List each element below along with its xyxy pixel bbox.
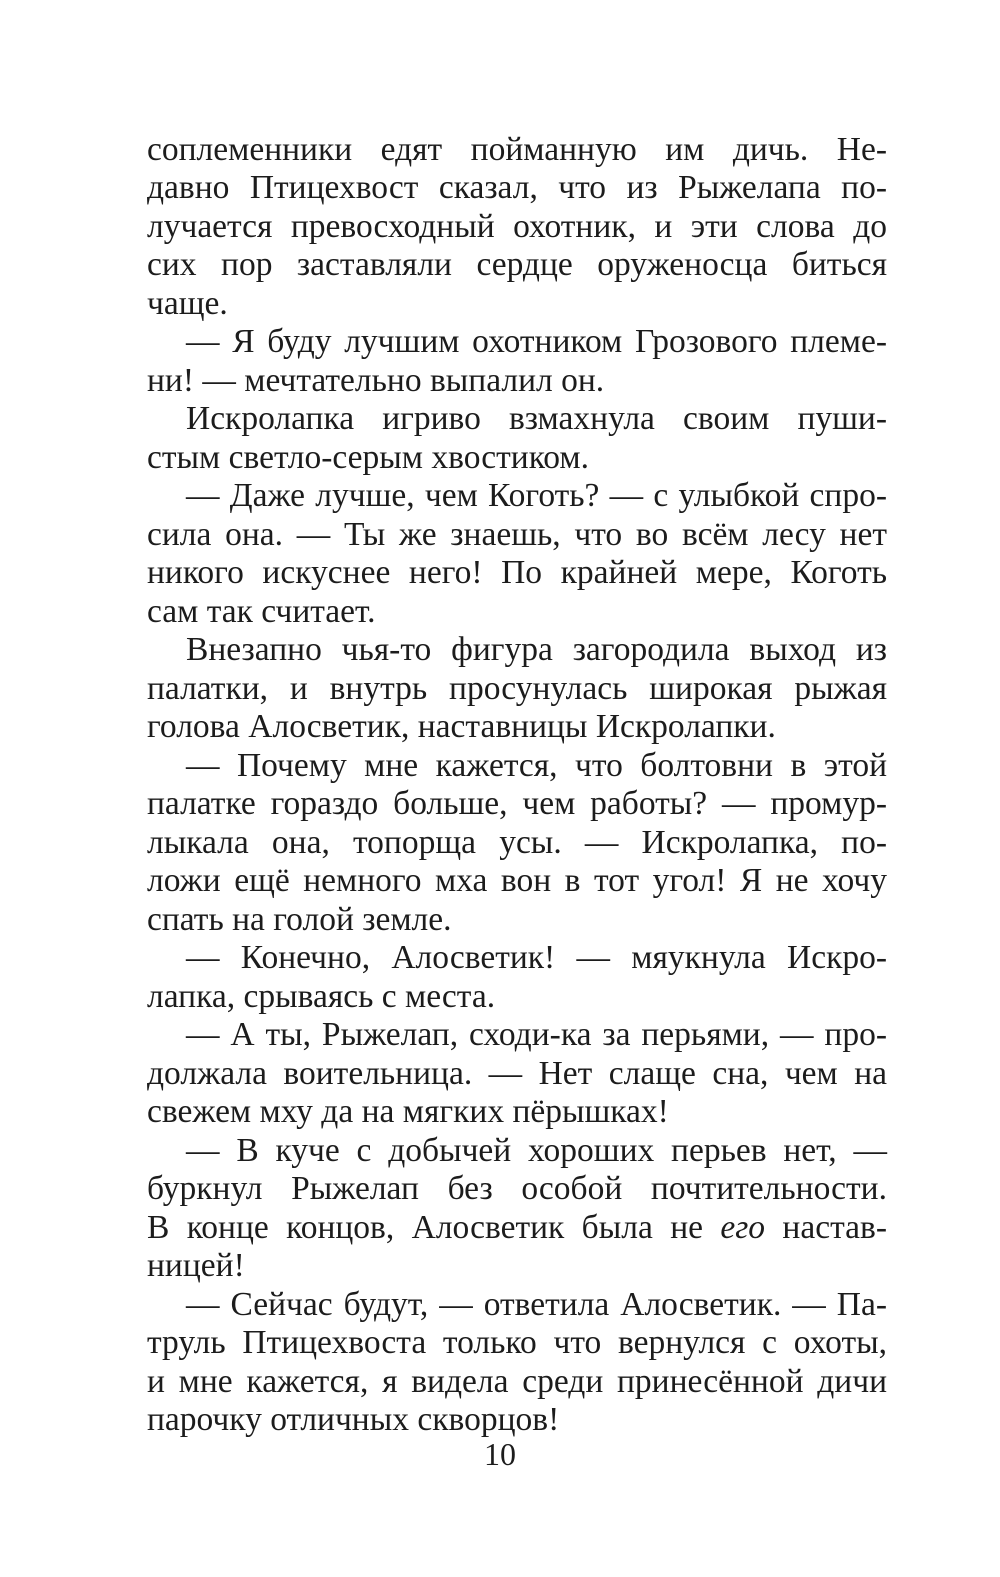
emphasis-word: его [720,1209,766,1246]
text-line: лыкала она, топорща усы. — Искролапка, по- [147,824,887,861]
text-line: — Почему мне кажется, что болтовни в этой [186,747,887,784]
text-line: стым светло-серым хвостиком. [147,439,589,476]
text-line: парочку отличных скворцов! [147,1401,560,1438]
text-line: — В куче с добычей хороших перьев нет, — [186,1132,887,1169]
text-line: палатке гораздо больше, чем работы? — промур- [147,785,887,822]
text-line: сила она. — Ты же знаешь, что во всём лесу нет [147,516,887,553]
text-line: ложи ещё немного мха вон в тот угол! Я не хочу [147,862,887,899]
text-line: ни! — мечтательно выпалил он. [147,362,605,399]
text-line: — Сейчас будут, — ответила Алосветик. — Па- [186,1286,887,1323]
text-line: Внезапно чья-то фигура загородила выход из [186,631,887,668]
text-line: — Я буду лучшим охотником Грозового племе- [186,323,887,360]
text-line: спать на голой земле. [147,901,452,938]
text-line: сих пор заставляли сердце оруженосца биться [147,246,887,283]
text-line: голова Алосветик, наставницы Искролапки. [147,708,776,745]
text-line: — Конечно, Алосветик! — мяукнула Искро- [186,939,887,976]
text-line: давно Птицехвост сказал, что из Рыжелапа по- [147,169,887,206]
text-line: — Даже лучше, чем Коготь? — с улыбкой спро- [186,477,887,514]
text-line: должала воительница. — Нет слаще сна, чем на [147,1055,887,1092]
text-line: свежем мху да на мягких пёрышках! [147,1093,669,1130]
text-line: никого искуснее него! По крайней мере, Коготь [147,554,887,591]
text-line: труль Птицехвоста только что вернулся с охоты, [147,1324,887,1361]
text-line: лапка, срываясь с места. [147,978,496,1015]
text-line: ницей! [147,1247,245,1284]
text-line: буркнул Рыжелап без особой почтительности. [147,1170,887,1207]
text-line: палатки, и внутрь просунулась широкая рыжая [147,670,887,707]
text-line-with-emphasis: В конце концов, Алосветик была не его настав- [147,1209,887,1246]
text-line: лучается превосходный охотник, и эти слова до [147,208,887,245]
text-line: сам так считает. [147,593,376,630]
text-line: и мне кажется, я видела среди принесённой дичи [147,1363,887,1400]
text-line: соплеменники едят пойманную им дичь. Не- [147,131,887,168]
page-number: 10 [484,1436,516,1472]
text-line: — А ты, Рыжелап, сходи-ка за перьями, — про- [186,1016,887,1053]
text-line: чаще. [147,285,228,322]
text-line: Искролапка игриво взмахнула своим пуши- [186,400,887,437]
